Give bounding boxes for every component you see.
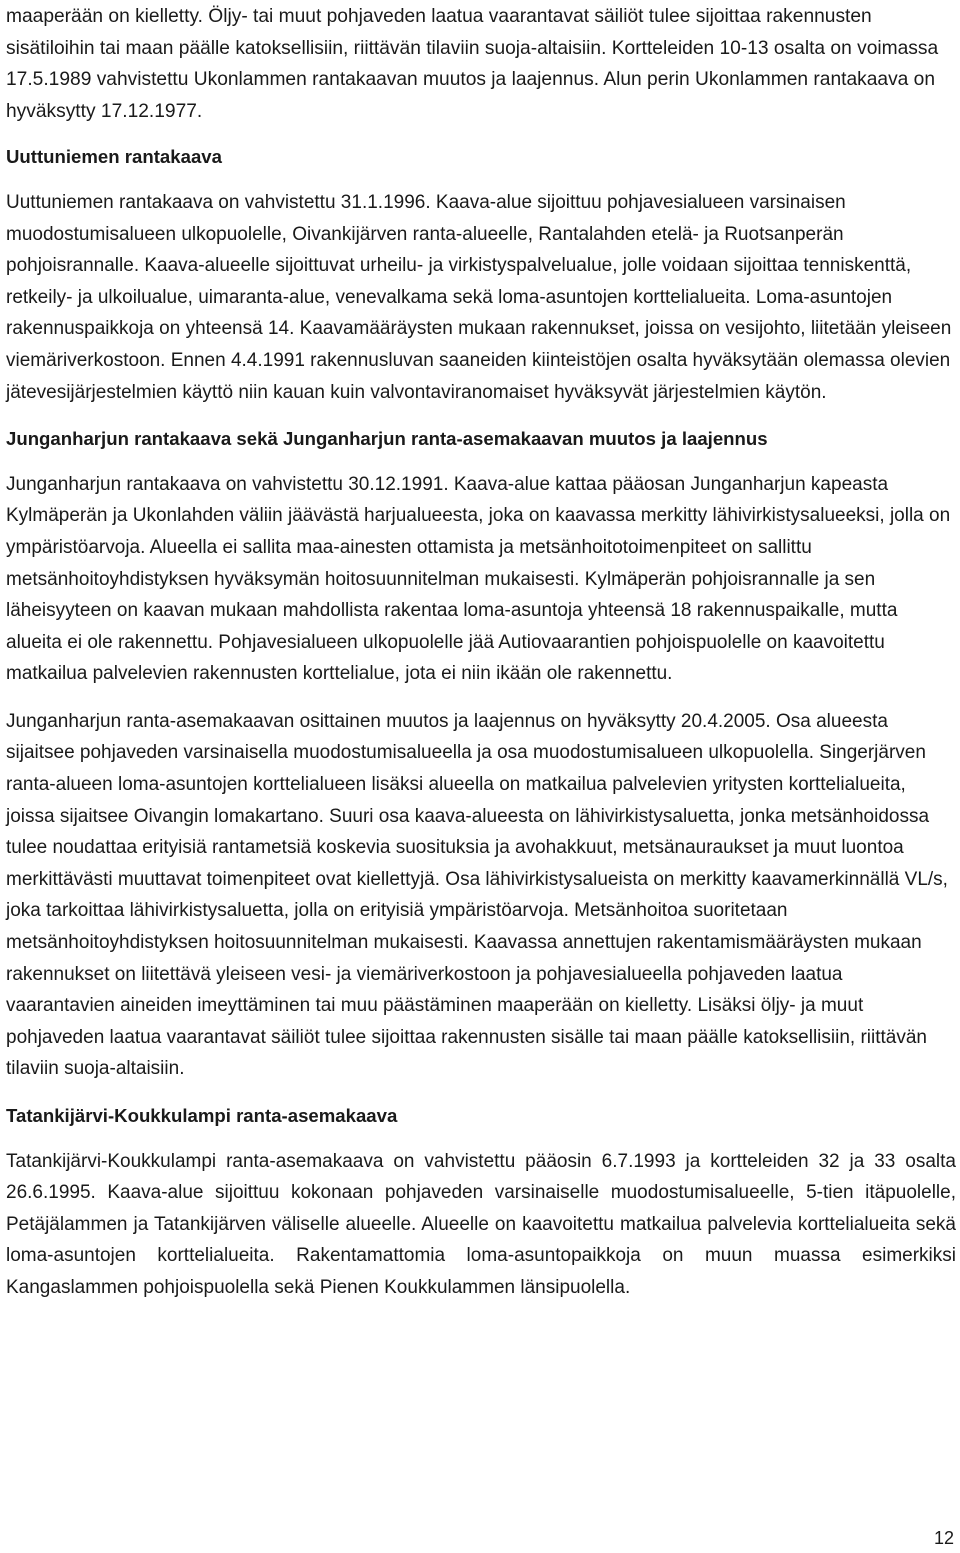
page-number: 12 xyxy=(933,1528,954,1548)
intro-paragraph: maaperään on kielletty. Öljy- tai muut pohjaveden laatua vaarantavat säiliöt tulee sijoittaa rakennusten sisätiloihin tai maan päälle katoksellisiin, riittävän tilaviin suoja-altaisiin. Kortteleiden 10-13 osalta on voimassa 17.5.1989 vahvistettu Ukonlammen rantakaavan muutos ja laajennus. Alun perin Ukonlammen rantakaava on hyväksytty 17.12.1977. xyxy=(6,6,939,122)
tatankijarvi-paragraph: Tatankijärvi-Koukkulampi ranta-asemakaava on vahvistettu pääosin 6.7.1993 ja kortteleiden 32 ja 33 osalta 26.6.1995. Kaava-alue sijoittuu kokonaan pohjaveden varsinaiselle muodostumisalueelle, 5-tien itäpuolelle, Petäjälammen ja Tatankijärven väliselle alueelle. Alueelle on kaavoitettu matkailua palvelevia korttelialueita sekä loma-asuntojen korttelialueita. Rakentamattomia loma-asuntopaikkoja on muun muassa esimerkiksi Kangaslammen pohjoispuolella sekä Pienen Koukkulammen länsipuolella. xyxy=(6,1150,956,1298)
junganharjun-paragraph-1: Junganharjun rantakaava on vahvistettu 30.12.1991. Kaava-alue kattaa pääosan Junganharjun kapeasta Kylmäperän ja Ukonlahden väliin jäävästä harjualueesta, joka on kaavassa merkitty lähivirkistysalueeksi, jolla on ympäristöarvoja. Alueella ei sallita maa-ainesten ottamista ja metsänhoitotoimenpiteet on sallittu metsänhoitoyhdistyksen hyväksymän hoitosuunnitelman mukaisesti. Kylmäperän pohjoisrannalle ja sen läheisyyteen on kaavan mukaan mahdollista rakentaa loma-asuntoja yhteensä 18 rakennuspaikalle, mutta alueita ei ole rakennettu. Pohjavesialueen ulkopuolelle jää Autiovaarantien pohjoispuolelle on kaavoitettu matkailua palvelevien rakennusten korttelialue, jota ei niin ikään ole rakennettu. xyxy=(6,473,951,685)
document-page xyxy=(6,0,956,1304)
heading-uuttuniemen: Uuttuniemen rantakaava xyxy=(6,146,222,168)
uuttuniemen-paragraph: Uuttuniemen rantakaava on vahvistettu 31.1.1996. Kaava-alue sijoittuu pohjavesialueen varsinaisen muodostumisalueen ulkopuolelle, Oivankijärven ranta-alueelle, Rantalahden etelä- ja Ruotsanperän pohjoisrannalle. Kaava-alueelle sijoittuvat urheilu- ja virkistyspalvelualue, jolle voidaan sijoittaa tenniskenttä, retkeily- ja ulkoilualue, uimaranta-alue, venevalkama sekä loma-asuntojen korttelialueita. Loma-asuntojen rakennuspaikkoja on yhteensä 14. Kaavamääräysten mukaan rakennukset, joissa on vesijohto, liitetään yleiseen viemäriverkostoon. Ennen 4.4.1991 rakennusluvan saaneiden kiinteistöjen osalta hyväksytään olemassa olevien jätevesijärjestelmien käyttö niin kauan kuin valvontaviranomaiset hyväksyvät järjestelmien käytön. xyxy=(6,191,952,403)
junganharjun-paragraph-2: Junganharjun ranta-asemakaavan osittainen muutos ja laajennus on hyväksytty 20.4.2005. Osa alueesta sijaitsee pohjaveden varsinaisella muodostumisalueella ja osa muodostumisalueen ulkopuolella. Singerjärven ranta-alueen loma-asuntojen korttelialueen lisäksi alueella on matkailua palvelevien yritysten korttelialueita, joissa sijaitsee Oivangin lomakartano. Suuri osa kaava-alueesta on lähivirkistysaluetta, jonka metsänhoidossa tulee noudattaa erityisiä rantametsiä koskevia suosituksia ja avohakkuut, metsänauraukset ja muut luontoa merkittävästi muuttavat toimenpiteet ovat kiellettyjä. Osa lähivirkistysalueista on merkitty kaavamerkinnällä VL/s, joka tarkoittaa lähivirkistysaluetta, jolla on erityisiä ympäristöarvoja. Metsänhoitoa suoritetaan metsänhoitoyhdistyksen hoitosuunnitelman mukaisesti. Kaavassa annettujen rakentamismääräysten mukaan rakennukset on liitettävä yleiseen vesi- ja viemäriverkostoon ja pohjavesialueella pohjaveden laatua vaarantavien aineiden imeyttäminen tai muu päästäminen maaperään on kielletty. Lisäksi öljy- ja muut pohjaveden laatua vaarantavat säiliöt tulee sijoittaa rakennusten sisälle tai maan päälle katoksellisiin, riittävän tilaviin suoja-altaisiin. xyxy=(6,710,948,1080)
heading-tatankijarvi: Tatankijärvi-Koukkulampi ranta-asemakaava xyxy=(6,1105,398,1126)
heading-junganharjun: Junganharjun rantakaava sekä Junganharjun ranta-asemakaavan muutos ja laajennus xyxy=(6,428,768,450)
